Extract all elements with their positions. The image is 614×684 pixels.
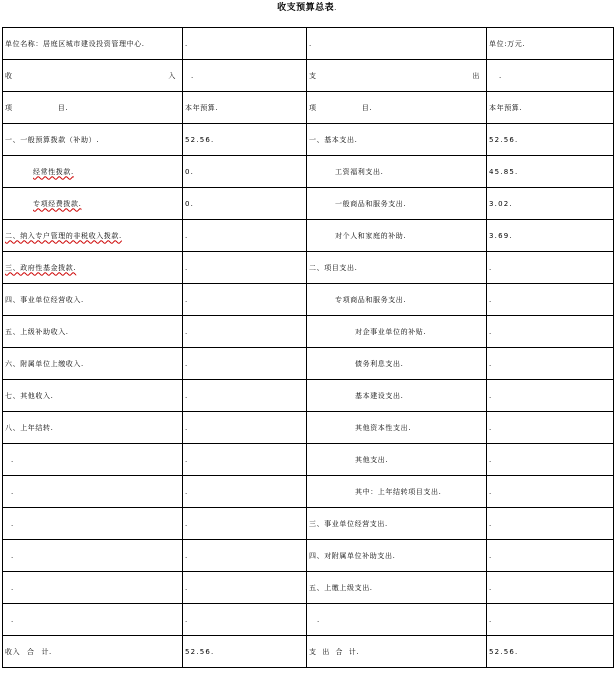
table-row	[3, 540, 614, 572]
income-value-cell: 0.	[183, 156, 307, 188]
income-value-cell: .	[183, 508, 307, 540]
income-value-cell: .	[183, 540, 307, 572]
expense-value-cell: .	[487, 604, 614, 636]
income-item-cell: 经常性拨款.	[3, 156, 183, 188]
expense-item-cell: 二、项目支出.	[307, 252, 487, 284]
expense-item-cell: 一、基本支出.	[307, 124, 487, 156]
table-row	[3, 348, 614, 380]
section-empty-cell-1: .	[183, 60, 307, 92]
expense-section-cell: 支 出	[307, 60, 487, 92]
table-row	[3, 572, 614, 604]
expense-value-cell: .	[487, 572, 614, 604]
table-row	[3, 604, 614, 636]
expense-value-cell: .	[487, 476, 614, 508]
income-value-cell: .	[183, 476, 307, 508]
income-value-cell: .	[183, 412, 307, 444]
expense-item-cell: 其他资本性支出.	[307, 412, 487, 444]
expense-item-cell: 其中：上年结转项目支出.	[307, 476, 487, 508]
expense-value-cell: .	[487, 444, 614, 476]
expense-value-cell: 45.85.	[487, 156, 614, 188]
income-item-cell: 三、政府性基金拨款.	[3, 252, 183, 284]
table-row	[3, 188, 614, 220]
income-budget-header: 本年预算.	[183, 92, 307, 124]
expense-value-cell: .	[487, 348, 614, 380]
expense-item-cell: 专项商品和服务支出.	[307, 284, 487, 316]
income-item-cell: .	[3, 508, 183, 540]
header-row	[3, 28, 614, 60]
header-empty-cell-2: .	[307, 28, 487, 60]
header-empty-cell-1: .	[183, 28, 307, 60]
table-row	[3, 284, 614, 316]
expense-item-cell: 工资福利支出.	[307, 156, 487, 188]
total-row	[3, 636, 614, 668]
income-item-cell: 一、一般预算拨款（补助）.	[3, 124, 183, 156]
income-item-cell: .	[3, 572, 183, 604]
expense-value-cell: .	[487, 540, 614, 572]
table-row	[3, 316, 614, 348]
income-section-cell: 收 入	[3, 60, 183, 92]
expense-item-cell: 三、事业单位经营支出.	[307, 508, 487, 540]
table-row	[3, 508, 614, 540]
income-total-value: 52.56.	[183, 636, 307, 668]
table-row	[3, 156, 614, 188]
income-value-cell: .	[183, 252, 307, 284]
expense-value-cell: .	[487, 508, 614, 540]
income-item-cell: .	[3, 476, 183, 508]
table-row	[3, 252, 614, 284]
income-value-cell: .	[183, 604, 307, 636]
budget-summary-table	[2, 27, 614, 668]
expense-item-cell: 对个人和家庭的补助.	[307, 220, 487, 252]
income-item-cell: 八、上年结转.	[3, 412, 183, 444]
section-empty-cell-2: .	[487, 60, 614, 92]
expense-value-cell: .	[487, 284, 614, 316]
income-item-cell: .	[3, 604, 183, 636]
income-item-cell: 二、纳入专户管理的非税收入拨款.	[3, 220, 183, 252]
column-header-row	[3, 92, 614, 124]
expense-item-cell: 四、对附属单位补助支出.	[307, 540, 487, 572]
income-item-cell: 五、上级补助收入.	[3, 316, 183, 348]
income-total-label: 收入 合 计.	[3, 636, 183, 668]
table-row	[3, 412, 614, 444]
expense-item-cell: 五、上缴上级支出.	[307, 572, 487, 604]
table-row	[3, 476, 614, 508]
income-item-cell: 专项经费拨款.	[3, 188, 183, 220]
income-value-cell: .	[183, 380, 307, 412]
expense-item-cell: .	[307, 604, 487, 636]
unit-cell: 单位:万元.	[487, 28, 614, 60]
table-row	[3, 380, 614, 412]
income-value-cell: .	[183, 348, 307, 380]
income-item-cell: .	[3, 444, 183, 476]
income-value-cell: .	[183, 572, 307, 604]
income-item-cell: .	[3, 540, 183, 572]
section-row	[3, 60, 614, 92]
expense-item-cell: 其他支出.	[307, 444, 487, 476]
table-row	[3, 444, 614, 476]
income-value-cell: .	[183, 444, 307, 476]
income-value-cell: .	[183, 220, 307, 252]
expense-total-label: 支 出 合 计.	[307, 636, 487, 668]
expense-value-cell: .	[487, 412, 614, 444]
table-row	[3, 124, 614, 156]
table-row	[3, 220, 614, 252]
expense-budget-header: 本年预算.	[487, 92, 614, 124]
expense-item-cell: 基本建设支出.	[307, 380, 487, 412]
income-item-cell: 四、事业单位经营收入.	[3, 284, 183, 316]
page-title: 收支预算总表.	[277, 3, 337, 13]
expense-value-cell: .	[487, 316, 614, 348]
expense-item-header: 项 目.	[307, 92, 487, 124]
expense-value-cell: 3.69.	[487, 220, 614, 252]
income-value-cell: 0.	[183, 188, 307, 220]
expense-value-cell: .	[487, 380, 614, 412]
income-value-cell: 52.56.	[183, 124, 307, 156]
income-value-cell: .	[183, 284, 307, 316]
income-value-cell: .	[183, 316, 307, 348]
expense-value-cell: 3.02.	[487, 188, 614, 220]
expense-value-cell: .	[487, 252, 614, 284]
unit-name-cell: 单位名称：居庭区城市建设投资管理中心.	[3, 28, 183, 60]
expense-item-cell: 债务利息支出.	[307, 348, 487, 380]
expense-item-cell: 一般商品和服务支出.	[307, 188, 487, 220]
expense-item-cell: 对企事业单位的补贴.	[307, 316, 487, 348]
income-item-cell: 六、附属单位上缴收入.	[3, 348, 183, 380]
expense-value-cell: 52.56.	[487, 124, 614, 156]
expense-total-value: 52.56.	[487, 636, 614, 668]
income-item-header: 项 目.	[3, 92, 183, 124]
income-item-cell: 七、其他收入.	[3, 380, 183, 412]
